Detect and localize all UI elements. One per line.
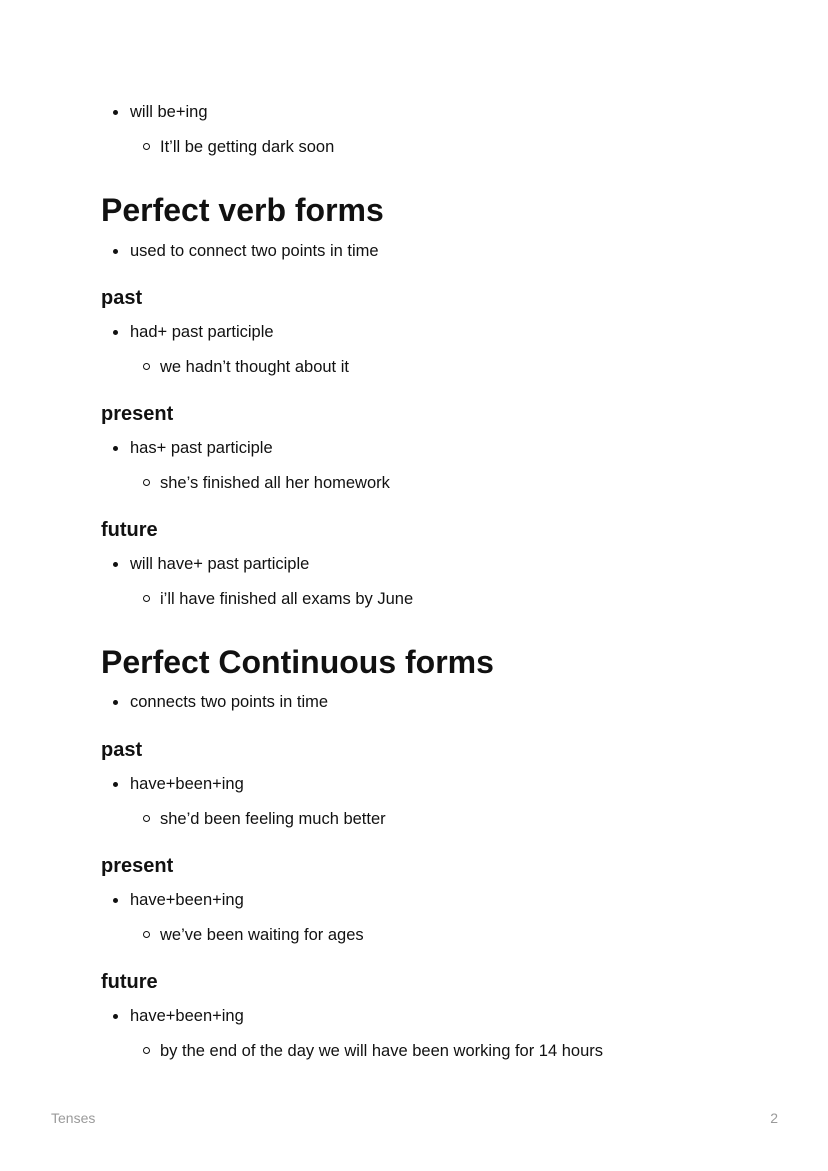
list-item: will have+ past participle [130, 555, 310, 573]
list-item: have+been+ing [130, 1007, 244, 1025]
list-subitem: we’ve been waiting for ages [160, 926, 364, 944]
list-subitem: she’s finished all her homework [160, 474, 390, 492]
section-heading-perfect: Perfect verb forms [101, 192, 384, 228]
list-item: had+ past participle [130, 323, 274, 341]
list-subitem: by the end of the day we will have been working for 14 hours [160, 1042, 604, 1060]
list-item: will be+ing [130, 103, 208, 121]
subheading-future: future [101, 519, 158, 541]
list-subitem: i’ll have finished all exams by June [160, 590, 414, 608]
list-item: have+been+ing [130, 891, 244, 909]
subheading-present: present [101, 855, 174, 877]
list-item: used to connect two points in time [130, 242, 379, 260]
list-item: connects two points in time [130, 693, 329, 711]
subheading-past: past [101, 287, 143, 309]
subheading-present: present [101, 403, 174, 425]
list-subitem: she’d been feeling much better [160, 810, 386, 828]
list-subitem: we hadn’t thought about it [160, 358, 349, 376]
list-item: have+been+ing [130, 775, 244, 793]
footer-page-number: 2 [770, 1110, 778, 1126]
section-heading-perfect-continuous: Perfect Continuous forms [101, 644, 494, 680]
subheading-past: past [101, 739, 143, 761]
list-item: has+ past participle [130, 439, 273, 457]
subheading-future: future [101, 971, 158, 993]
footer-document-title: Tenses [51, 1110, 96, 1126]
list-subitem: It’ll be getting dark soon [160, 138, 335, 156]
